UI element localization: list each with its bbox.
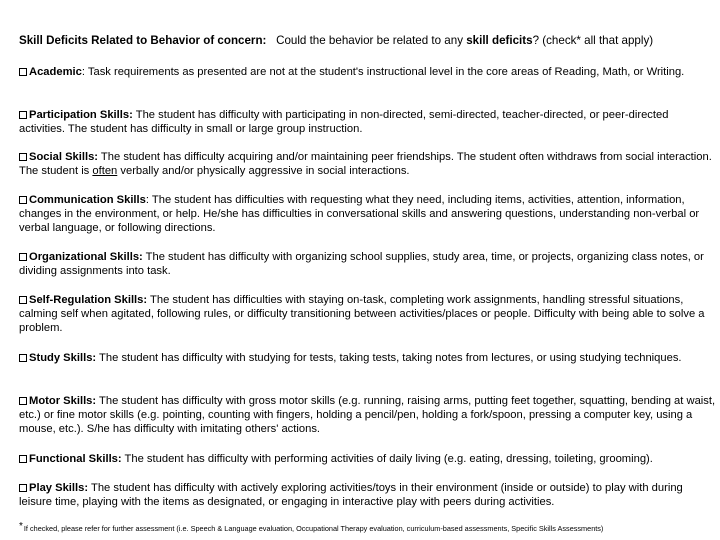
item-description: The student has difficulty with actively exploring activities/toys in their environment (inside or outside) to play with during leisure time, playing with the items as designated, or engaging in interactive play with peers during activities. <box>19 482 683 509</box>
checklist-item-communication: Communication Skills: The student has difficulties with requesting what they need, including items, activities, attention, information, changes in the environment, or help. He/she has difficulties in conversational skills and answering questions, understanding non-verbal or verbal language, or following directions. <box>19 194 700 235</box>
checklist-item-participation <box>19 108 716 136</box>
item-description: The student has difficulty with organizing school supplies, study area, time, or projects, organizing class notes, or dividing assignments into task. <box>19 251 704 278</box>
item-description: The student has difficulty with gross motor skills (e.g. running, raising arms, putting feet together, squatting, bending at waist, etc.) or fine motor skills (e.g. pointing, counting with fingers, holding a pencil/pen, holding a fork/spoon, pressing a computer key, using a mouse, etc.). S/he has difficulty with imitating others' actions. <box>19 395 716 436</box>
checklist-item-self-regulation <box>19 293 716 336</box>
question-text: Could the behavior be related to any skill deficits? (check* all that apply) <box>276 34 654 47</box>
item-title: Play Skills: <box>29 482 89 494</box>
checkbox[interactable] <box>19 354 27 362</box>
item-title: Study Skills: <box>29 352 97 364</box>
item-title: Organizational Skills: <box>29 251 143 263</box>
item-description: The student has difficulty with studying for tests, taking tests, taking notes from lectures, or using studying techniques. <box>96 352 682 364</box>
item-title: Social Skills: <box>29 151 99 163</box>
section-header <box>19 34 714 48</box>
checklist-item-motor <box>19 394 716 437</box>
checkbox[interactable] <box>19 111 27 119</box>
checklist-item-academic: Academic: Task requirements as presented are not at the student's instructional level in the core areas of Reading, Math, or Writing. <box>19 65 716 79</box>
item-description: The student has difficulty with participating in non-directed, semi-directed, teacher-directed, or peer-directed activities. The student has difficulty in small or large group instruction. <box>19 109 669 136</box>
checkbox[interactable] <box>19 68 27 76</box>
item-title: Participation Skills: <box>29 109 133 121</box>
section-title: Skill Deficits Related to Behavior of concern: <box>19 34 267 47</box>
item-title: Functional Skills: <box>29 453 122 465</box>
checkbox[interactable] <box>19 253 27 261</box>
footnote-text: If checked, please refer for further assessment (i.e. Speech & Language evaluation, Occupational Therapy evaluation, curriculum-based assessments, Specific Skills Assessments) <box>23 524 604 533</box>
item-title: Self-Regulation Skills: <box>29 294 148 306</box>
item-title: Motor Skills: <box>29 395 97 407</box>
item-title: Communication Skills <box>29 194 146 206</box>
item-description: Task requirements as presented are not at the student's instructional level in the core areas of Reading, Math, or Writing. <box>84 66 685 78</box>
checkbox[interactable] <box>19 196 27 204</box>
checklist-item-organizational <box>19 250 716 278</box>
footnote <box>19 522 716 534</box>
checkbox[interactable] <box>19 455 27 463</box>
item-description: The student has difficulty with performing activities of daily living (e.g. eating, dressing, toileting, grooming). <box>121 453 653 465</box>
item-description: The student has difficulty acquiring and/or maintaining peer friendships. The student often withdraws from social interaction. The student is often verbally and/or physically aggressive in social interactions. <box>19 151 712 178</box>
footnote-asterisk: * <box>19 521 23 532</box>
item-title: Academic <box>29 66 82 78</box>
checklist-item-play <box>19 481 716 509</box>
checkbox[interactable] <box>19 296 27 304</box>
checkbox[interactable] <box>19 484 27 492</box>
item-description: The student has difficulties with staying on-task, completing work assignments, handling stressful situations, calming self when agitated, following rules, or difficulty transitioning between activities/places or people. Difficulty with being able to solve a problem. <box>19 294 705 335</box>
checkbox[interactable] <box>19 153 27 161</box>
checklist-item-social <box>19 150 716 178</box>
checklist-item-functional <box>19 452 716 466</box>
checkbox[interactable] <box>19 397 27 405</box>
item-description: The student has difficulties with requesting what they need, including items, activities, attention, information, changes in the environment, or help. He/she has difficulties in conversational skills and answering questions, understanding non-verbal or verbal language, or following directions. <box>19 194 700 235</box>
checklist-item-study <box>19 351 716 365</box>
